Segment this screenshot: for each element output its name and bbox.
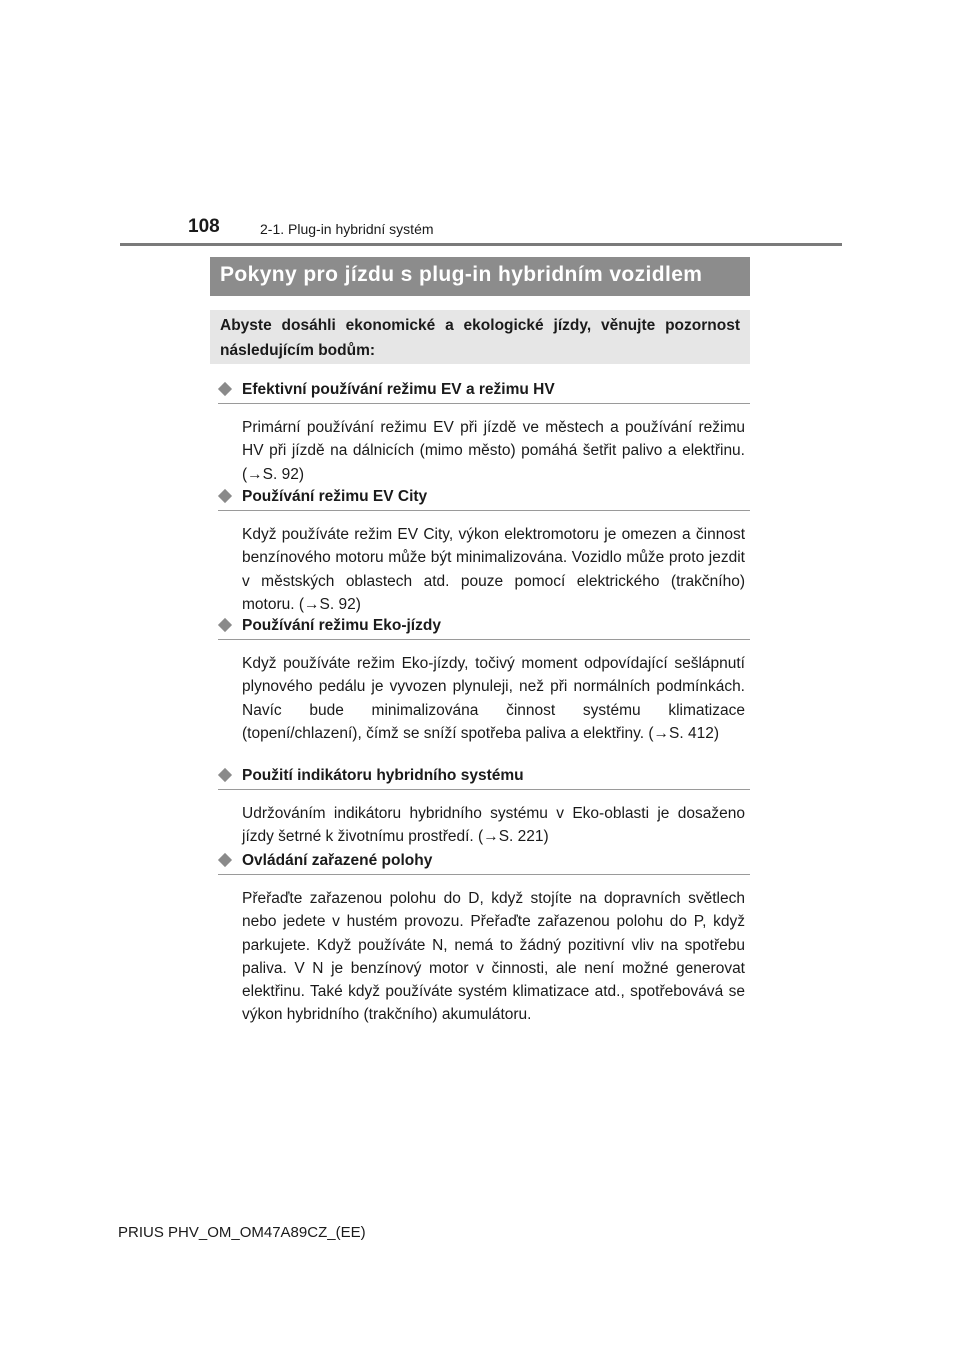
section-heading-text: Použití indikátoru hybridního systému: [242, 767, 524, 784]
diamond-bullet-icon: [218, 382, 232, 396]
section-body: Když používáte režim Eko-jízdy, točivý moment odpovídající sešlápnutí plynového pedálu je vyvozen plynuleji, než při normálních podmínkách. Navíc bude minimalizována činnost systému klimatizace (topení/chlazení), čímž se sníží spotřeba paliva a elektřiny. (→S. 412): [242, 655, 745, 742]
intro-text: Abyste dosáhli ekonomické a ekologické jízdy, věnujte pozornost následujícím bodům:: [220, 317, 740, 359]
chapter-title: 2-1. Plug-in hybridní systém: [260, 221, 434, 237]
section-ev-hv: [218, 381, 750, 486]
section-body: Udržováním indikátoru hybridního systému v Eko-oblasti je dosaženo jízdy šetrné k životnímu prostředí. (→S. 221): [242, 805, 745, 846]
section-heading: [218, 852, 750, 875]
diamond-bullet-icon: [218, 853, 232, 867]
section-shift-position: [218, 852, 750, 1027]
page-number: 108: [188, 216, 220, 237]
section-heading: [218, 488, 750, 511]
diamond-bullet-icon: [218, 489, 232, 503]
diamond-bullet-icon: [218, 618, 232, 632]
document-code: PRIUS PHV_OM_OM47A89CZ_(EE): [118, 1224, 366, 1241]
section-heading: [218, 617, 750, 640]
section-heading: [218, 767, 750, 790]
header-divider: [120, 243, 842, 246]
intro-box: [210, 310, 750, 364]
section-body: Přeřaďte zařazenou polohu do D, když stojíte na dopravních světlech nebo jedete v hustém provozu. Přeřaďte zařazenou polohu do P, když parkujete. Když používáte N, nemá to žádný pozitivní vliv na spotřebu paliva. V N je benzínový motor v činnosti, ale není možné generovat elektřinu. Také když používáte systém klimatizace atd., spotřebovává se výkon hybridního (trakčního) akumulátoru.: [242, 890, 745, 1024]
section-body: Když používáte režim EV City, výkon elektromotoru je omezen a činnost benzínového motoru může být minimalizována. Vozidlo může proto jezdit v městských oblastech atd. pouze pomocí elektrického (trakčního) motoru. (→S. 92): [242, 526, 745, 613]
page-title: Pokyny pro jízdu s plug-in hybridním vozidlem: [210, 257, 750, 296]
section-hybrid-indicator: [218, 767, 750, 849]
section-ev-city: [218, 488, 750, 616]
section-heading-text: Používání režimu EV City: [242, 488, 428, 505]
section-eco-mode: [218, 617, 750, 745]
section-heading-text: Efektivní používání režimu EV a režimu HV: [242, 381, 555, 398]
diamond-bullet-icon: [218, 768, 232, 782]
section-body: Primární používání režimu EV při jízdě ve městech a používání režimu HV při jízdě na dálnicích (mimo město) pomáhá šetřit palivo a elektřinu. (→S. 92): [242, 419, 745, 483]
section-heading-text: Ovládání zařazené polohy: [242, 852, 433, 869]
section-heading: [218, 381, 750, 404]
section-heading-text: Používání režimu Eko-jízdy: [242, 617, 441, 634]
